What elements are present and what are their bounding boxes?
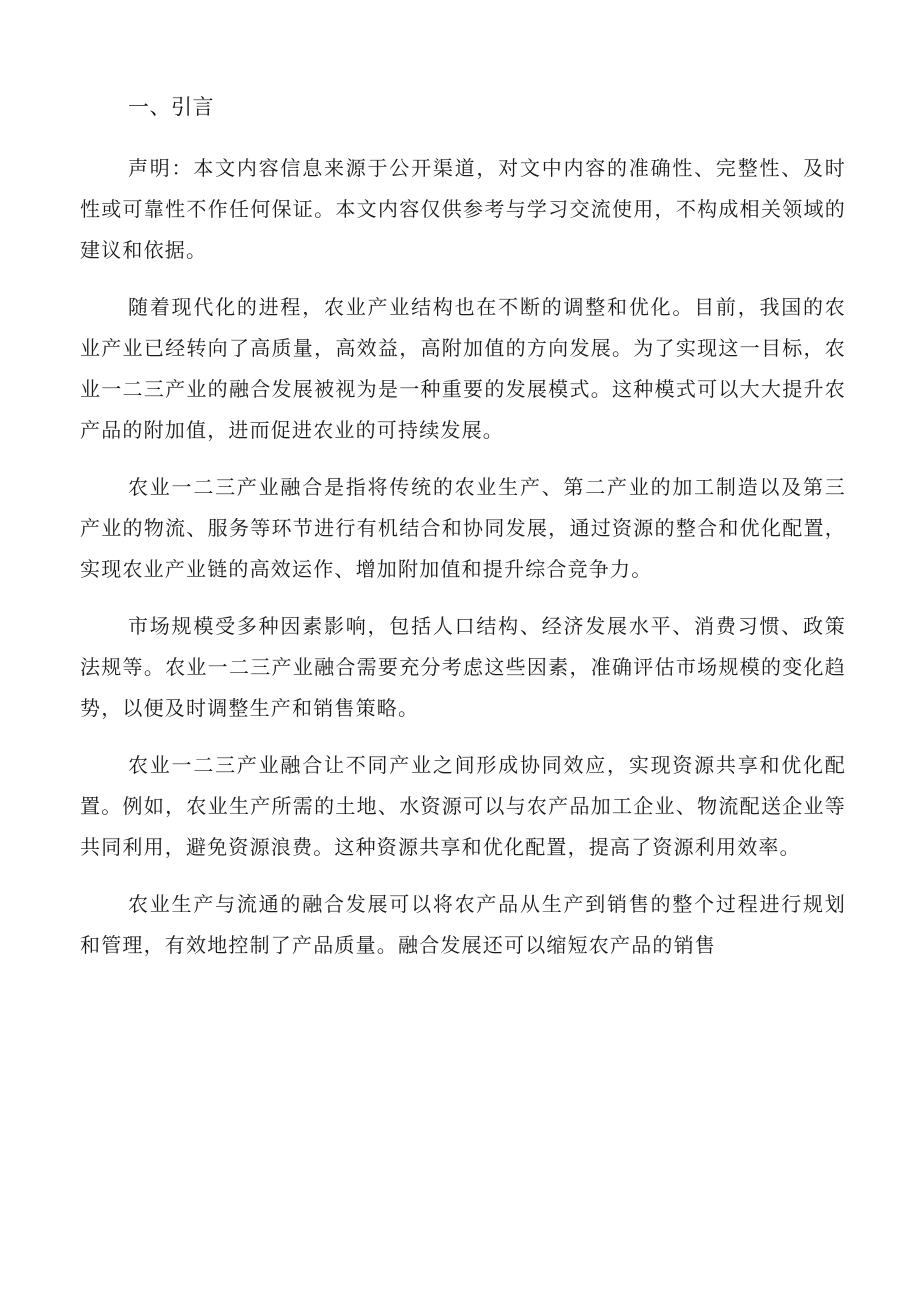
- body-paragraph: 农业一二三产业融合是指将传统的农业生产、第二产业的加工制造以及第三产业的物流、服务等环节进行有机结合和协同发展，通过资源的整合和优化配置，实现农业产业链的高效运作、增加附加值和提升综合竞争力。: [80, 475, 846, 581]
- body-paragraph: 随着现代化的进程，农业产业结构也在不断的调整和优化。目前，我国的农业产业已经转向了高质量，高效益，高附加值的方向发展。为了实现这一目标，农业一二三产业的融合发展被视为是一种重要的发展模式。这种模式可以大大提升农产品的附加值，进而促进农业的可持续发展。: [80, 295, 846, 442]
- body-paragraph: 农业一二三产业融合让不同产业之间形成协同效应，实现资源共享和优化配置。例如，农业生产所需的土地、水资源可以与农产品加工企业、物流配送企业等共同利用，避免资源浪费。这种资源共享和优化配置，提高了资源利用效率。: [80, 753, 846, 859]
- body-paragraph: 市场规模受多种因素影响，包括人口结构、经济发展水平、消费习惯、政策法规等。农业一二三产业融合需要充分考虑这些因素，准确评估市场规模的变化趋势，以便及时调整生产和销售策略。: [80, 614, 846, 720]
- disclaimer-paragraph: 声明：本文内容信息来源于公开渠道，对文中内容的准确性、完整性、及时性或可靠性不作任何保证。本文内容仅供参考与学习交流使用，不构成相关领域的建议和依据。: [80, 156, 846, 262]
- body-paragraph: 农业生产与流通的融合发展可以将农产品从生产到销售的整个过程进行规划和管理，有效地控制了产品质量。融合发展还可以缩短农产品的销售: [80, 892, 846, 957]
- document-body: [80, 148, 846, 982]
- section-heading: 一、引言: [128, 95, 214, 119]
